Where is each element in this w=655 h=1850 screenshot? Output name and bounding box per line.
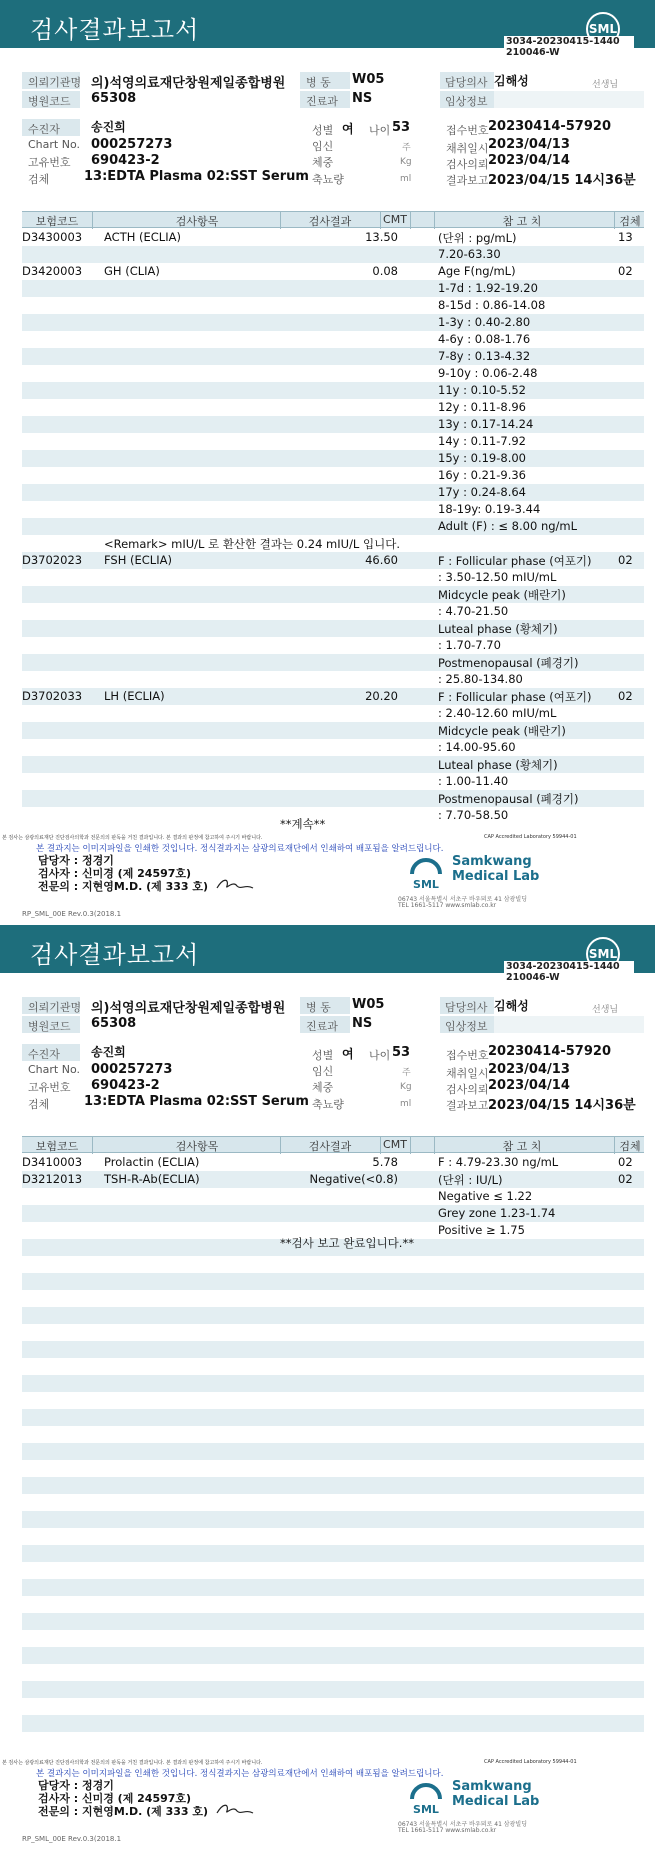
row-result: 0.08 (372, 264, 398, 278)
lab-name-2: Medical Lab (452, 869, 540, 884)
lab-address: 06743 서울특별시 서초구 바우뫼로 41 삼광빌딩 (398, 896, 527, 903)
staff2-label: 검사자 : (38, 867, 79, 880)
table-row (22, 1630, 644, 1647)
sex-label: 성별 (312, 124, 334, 137)
preg-unit: 주 (402, 1068, 411, 1078)
id-value: 690423-2 (91, 153, 160, 168)
table-row (22, 1290, 644, 1307)
table-row (22, 1426, 644, 1443)
dept-label: 진료과 (306, 1020, 338, 1033)
urine-label: 축뇨량 (312, 173, 344, 186)
table-row (22, 484, 644, 501)
table-row (22, 1596, 644, 1613)
results-table-header (22, 1136, 644, 1153)
table-row (22, 1613, 644, 1630)
age-label: 나이 (369, 124, 391, 137)
svg-text:SML: SML (413, 878, 439, 891)
report-date-value: 2023/04/15 14시36분 (488, 1098, 636, 1113)
table-row (22, 1545, 644, 1562)
report-title: 검사결과보고서 (30, 16, 200, 44)
chart-label: Chart No. (28, 138, 80, 151)
doctor-suffix: 선생님 (592, 80, 619, 90)
row-code: D3702023 (22, 553, 83, 567)
col-code: 보험코드 (35, 1140, 79, 1153)
report-date-label: 결과보고 (446, 1099, 489, 1112)
table-row (22, 365, 644, 382)
row-ref: Postmenopausal (폐경기) (438, 792, 579, 806)
specimen-label: 검체 (28, 1098, 50, 1111)
specimen-value: 13:EDTA Plasma 02:SST Serum (84, 1094, 309, 1109)
row-code: D3702033 (22, 689, 83, 703)
row-specimen: 02 (618, 264, 633, 278)
table-row (22, 1698, 644, 1715)
collect-label: 채취일시 (446, 1067, 489, 1080)
test-label: 검사의뢰 (446, 1083, 489, 1096)
row-item: TSH-R-Ab(ECLIA) (104, 1172, 200, 1186)
row-ref: 16y : 0.21-9.36 (438, 468, 526, 482)
row-ref: 13y : 0.17-14.24 (438, 417, 534, 431)
row-ref: Luteal phase (황체기) (438, 758, 558, 772)
chart-label: Chart No. (28, 1063, 80, 1076)
table-row (22, 1443, 644, 1460)
collect-label: 채취일시 (446, 142, 489, 155)
report-date-value: 2023/04/15 14시36분 (488, 173, 636, 188)
table-row (22, 1273, 644, 1290)
row-ref: : 2.40-12.60 mIU/mL (438, 706, 557, 720)
table-row (22, 246, 644, 263)
table-row (22, 297, 644, 314)
table-row (22, 1188, 644, 1205)
samkwang-logo-icon (406, 854, 446, 894)
column-divider (614, 1136, 615, 1154)
row-ref: F : 4.79-23.30 ng/mL (438, 1155, 559, 1169)
row-item: Prolactin (ECLIA) (104, 1155, 200, 1169)
notice-text: 본 결과지는 이미지파일을 인쇄한 것입니다. 정식결과지는 삼광의료재단에서 인쇄하여 배포됨을 알려드립니다. (36, 844, 444, 854)
table-row (22, 1460, 644, 1477)
col-specimen: 검체 (619, 215, 641, 228)
institution-label: 의뢰기관명 (28, 1001, 82, 1014)
row-item: LH (ECLIA) (104, 689, 165, 703)
row-ref: F : Follicular phase (여포기) (438, 554, 592, 568)
patient-name-label: 수진자 (28, 123, 60, 136)
table-row (22, 1562, 644, 1579)
sex-value: 여 (342, 122, 354, 136)
ward-label: 병 동 (306, 1001, 331, 1014)
specimen-label: 검체 (28, 173, 50, 186)
report-title: 검사결과보고서 (30, 941, 200, 969)
dept-value: NS (352, 91, 373, 106)
column-divider (380, 211, 381, 229)
column-divider (614, 211, 615, 229)
table-row (22, 416, 644, 433)
row-ref: Luteal phase (황체기) (438, 622, 558, 636)
row-remark: <Remark> mIU/L 로 환산한 결과는 0.24 mIU/L 입니다. (104, 537, 400, 551)
fine-print: 본 검사는 삼광의료재단 진단검사의학과 전문의의 판독을 거친 결과입니다. 본 결과의 판정에 참고하여 주시기 바랍니다. (2, 1760, 263, 1766)
column-divider (92, 1136, 93, 1154)
collect-value: 2023/04/13 (488, 1062, 570, 1077)
table-row (22, 603, 644, 620)
doctor-label: 담당의사 (445, 76, 488, 89)
col-result: 검사결과 (308, 215, 352, 228)
column-divider (410, 1136, 411, 1154)
row-item: ACTH (ECLIA) (104, 230, 181, 244)
receipt-value: 20230414-57920 (488, 1044, 611, 1059)
row-ref: (단위 : pg/mL) (438, 231, 517, 245)
table-row (22, 773, 644, 790)
row-specimen: 02 (618, 1172, 633, 1186)
table-row (22, 1409, 644, 1426)
age-value: 53 (392, 120, 411, 135)
row-ref: : 7.70-58.50 (438, 808, 509, 822)
row-ref: Age F(ng/mL) (438, 264, 516, 278)
column-divider (434, 211, 435, 229)
receipt-label: 접수번호 (446, 124, 489, 137)
col-cmt: CMT (383, 1138, 407, 1151)
sml-logo-icon: SML (586, 937, 620, 971)
table-row (22, 1579, 644, 1596)
table-row (22, 1392, 644, 1409)
row-ref: : 25.80-134.80 (438, 672, 523, 686)
row-ref: Grey zone 1.23-1.74 (438, 1206, 556, 1220)
doctor-value: 김해성 (494, 999, 529, 1013)
hospital-code-label: 병원코드 (28, 95, 71, 108)
lab-address: 06743 서울특별시 서초구 바우뫼로 41 삼광빌딩 (398, 1821, 527, 1828)
row-ref: Midcycle peak (배란기) (438, 588, 566, 602)
row-code: D3212013 (22, 1172, 83, 1186)
staff1-value: 정경기 (81, 1779, 114, 1792)
table-row (22, 1477, 644, 1494)
doctor-value: 김해성 (494, 74, 529, 88)
request-number: 3034-20230415-1440 210046-W (504, 961, 634, 983)
hospital-code-value: 65308 (91, 1016, 137, 1031)
staff2-value: 신미경 (제 24597호) (81, 1792, 192, 1805)
row-ref: (단위 : IU/L) (438, 1173, 503, 1187)
row-ref: 4-6y : 0.08-1.76 (438, 332, 531, 346)
lab-name-1: Samkwang (452, 1779, 532, 1794)
column-divider (410, 211, 411, 229)
institution-value: 의)석영의료재단창원제일종합병원 (91, 1001, 286, 1016)
table-row (22, 1681, 644, 1698)
ward-label: 병 동 (306, 76, 331, 89)
table-row (22, 280, 644, 297)
row-result: 13.50 (365, 230, 398, 244)
lab-name-1: Samkwang (452, 854, 532, 869)
staff3-label: 전문의 : (38, 1805, 79, 1818)
column-divider (434, 1136, 435, 1154)
row-ref: : 1.00-11.40 (438, 774, 509, 788)
signature-icon (215, 1801, 255, 1817)
sml-logo-icon: SML (586, 12, 620, 46)
table-row (22, 382, 644, 399)
column-divider (280, 211, 281, 229)
row-ref: : 3.50-12.50 mIU/mL (438, 570, 557, 584)
doctor-suffix: 선생님 (592, 1005, 619, 1015)
lab-name-2: Medical Lab (452, 1794, 540, 1809)
row-result: 20.20 (365, 689, 398, 703)
row-item: FSH (ECLIA) (104, 553, 172, 567)
table-row (22, 1732, 644, 1749)
sex-value: 여 (342, 1047, 354, 1061)
test-value: 2023/04/14 (488, 153, 570, 168)
ward-value: W05 (352, 997, 385, 1012)
table-row (22, 637, 644, 654)
table-row (22, 433, 644, 450)
doctor-label: 담당의사 (445, 1001, 488, 1014)
weight-label: 체중 (312, 1081, 334, 1094)
collect-value: 2023/04/13 (488, 137, 570, 152)
row-specimen: 02 (618, 689, 633, 703)
col-ref: 참 고 치 (502, 1140, 542, 1153)
test-label: 검사의뢰 (446, 158, 489, 171)
form-code: RP_SML_00E Rev.0.3(2018.1 (22, 1835, 122, 1843)
row-ref: 17y : 0.24-8.64 (438, 485, 526, 499)
id-label: 고유번호 (28, 156, 71, 169)
table-row (22, 1256, 644, 1273)
dept-value: NS (352, 1016, 373, 1031)
row-ref: 7.20-63.30 (438, 247, 501, 261)
table-row (22, 1358, 644, 1375)
patient-name-value: 송진희 (91, 120, 126, 134)
row-specimen: 13 (618, 230, 633, 244)
clinical-label: 임상정보 (445, 95, 488, 108)
row-specimen: 02 (618, 1155, 633, 1169)
fine-print: 본 검사는 삼광의료재단 진단검사의학과 전문의의 판독을 거친 결과입니다. 본 결과의 판정에 참고하여 주시기 바랍니다. (2, 835, 263, 841)
institution-label: 의뢰기관명 (28, 76, 82, 89)
table-row (22, 348, 644, 365)
preg-label: 임신 (312, 1065, 334, 1078)
weight-label: 체중 (312, 156, 334, 169)
table-row (22, 1511, 644, 1528)
patient-name-value: 송진희 (91, 1045, 126, 1059)
row-ref: Postmenopausal (폐경기) (438, 656, 579, 670)
row-ref: 7-8y : 0.13-4.32 (438, 349, 531, 363)
table-row (22, 1494, 644, 1511)
institution-value: 의)석영의료재단창원제일종합병원 (91, 76, 286, 91)
table-row (22, 807, 644, 824)
age-value: 53 (392, 1045, 411, 1060)
urine-label: 축뇨량 (312, 1098, 344, 1111)
notice-text: 본 결과지는 이미지파일을 인쇄한 것입니다. 정식결과지는 삼광의료재단에서 인쇄하여 배포됨을 알려드립니다. (36, 1769, 444, 1779)
receipt-value: 20230414-57920 (488, 119, 611, 134)
urine-unit: ml (400, 1099, 412, 1109)
hospital-code-label: 병원코드 (28, 1020, 71, 1033)
report-page-2 (0, 925, 655, 1850)
staff2-label: 검사자 : (38, 1792, 79, 1805)
row-ref: 12y : 0.11-8.96 (438, 400, 526, 414)
row-ref: 9-10y : 0.06-2.48 (438, 366, 538, 380)
row-ref: 15y : 0.19-8.00 (438, 451, 526, 465)
table-row (22, 1647, 644, 1664)
complete-marker: **검사 보고 완료입니다.** (280, 1236, 414, 1250)
request-number: 3034-20230415-1440 210046-W (504, 36, 634, 58)
report-date-label: 결과보고 (446, 174, 489, 187)
table-row (22, 501, 644, 518)
table-row (22, 739, 644, 756)
col-item: 검사항목 (175, 215, 219, 228)
table-row (22, 314, 644, 331)
id-label: 고유번호 (28, 1081, 71, 1094)
table-row (22, 1341, 644, 1358)
row-ref: Negative ≤ 1.22 (438, 1189, 533, 1203)
col-ref: 참 고 치 (502, 215, 542, 228)
row-ref: 8-15d : 0.86-14.08 (438, 298, 546, 312)
chart-value: 000257273 (91, 137, 173, 152)
row-ref: 11y : 0.10-5.52 (438, 383, 526, 397)
col-specimen: 검체 (619, 1140, 641, 1153)
col-item: 검사항목 (175, 1140, 219, 1153)
table-row (22, 1528, 644, 1545)
signature-icon (215, 876, 255, 892)
hospital-code-value: 65308 (91, 91, 137, 106)
dept-label: 진료과 (306, 95, 338, 108)
staff1-value: 정경기 (81, 854, 114, 867)
table-row (22, 467, 644, 484)
row-ref: Adult (F) : ≤ 8.00 ng/mL (438, 519, 578, 533)
row-result: 5.78 (372, 1155, 398, 1169)
staff3-value: 지현영M.D. (제 333 호) (81, 1805, 209, 1818)
col-code: 보험코드 (35, 215, 79, 228)
row-code: D3420003 (22, 264, 83, 278)
cap-note: CAP Accredited Laboratory 59944-01 (484, 1759, 577, 1765)
specimen-value: 13:EDTA Plasma 02:SST Serum (84, 169, 309, 184)
row-ref: : 4.70-21.50 (438, 604, 509, 618)
column-divider (380, 1136, 381, 1154)
cap-note: CAP Accredited Laboratory 59944-01 (484, 834, 577, 840)
sex-label: 성별 (312, 1049, 334, 1062)
age-label: 나이 (369, 1049, 391, 1062)
row-ref: F : Follicular phase (여포기) (438, 690, 592, 704)
column-divider (280, 1136, 281, 1154)
receipt-label: 접수번호 (446, 1049, 489, 1062)
table-row (22, 1375, 644, 1392)
row-ref: 14y : 0.11-7.92 (438, 434, 526, 448)
svg-text:SML: SML (413, 1803, 439, 1816)
table-row (22, 399, 644, 416)
preg-unit: 주 (402, 143, 411, 153)
staff3-label: 전문의 : (38, 880, 79, 893)
samkwang-logo-icon (406, 1779, 446, 1819)
row-ref: Midcycle peak (배란기) (438, 724, 566, 738)
row-ref: Positive ≥ 1.75 (438, 1223, 525, 1237)
row-result: Negative(<0.8) (309, 1172, 398, 1186)
preg-label: 임신 (312, 140, 334, 153)
table-row (22, 331, 644, 348)
row-ref: : 14.00-95.60 (438, 740, 516, 754)
row-ref: : 1.70-7.70 (438, 638, 501, 652)
row-ref: 1-7d : 1.92-19.20 (438, 281, 538, 295)
table-row (22, 1664, 644, 1681)
col-cmt: CMT (383, 213, 407, 226)
table-row (22, 450, 644, 467)
lab-phone: TEL 1661-5117 www.smlab.co.kr (398, 902, 497, 909)
results-table-header (22, 211, 644, 228)
row-specimen: 02 (618, 553, 633, 567)
continue-marker: **계속** (280, 817, 326, 831)
clinical-label: 임상정보 (445, 1020, 488, 1033)
urine-unit: ml (400, 174, 412, 184)
report-header (0, 925, 655, 983)
weight-unit: Kg (400, 1082, 412, 1092)
chart-value: 000257273 (91, 1062, 173, 1077)
ward-value: W05 (352, 72, 385, 87)
row-result: 46.60 (365, 553, 398, 567)
test-value: 2023/04/14 (488, 1078, 570, 1093)
table-row (22, 1307, 644, 1324)
row-ref: 1-3y : 0.40-2.80 (438, 315, 531, 329)
staff3-value: 지현영M.D. (제 333 호) (81, 880, 209, 893)
column-divider (92, 211, 93, 229)
staff2-value: 신미경 (제 24597호) (81, 867, 192, 880)
form-code: RP_SML_00E Rev.0.3(2018.1 (22, 910, 122, 918)
id-value: 690423-2 (91, 1078, 160, 1093)
staff1-label: 담당자 : (38, 1779, 79, 1792)
lab-phone: TEL 1661-5117 www.smlab.co.kr (398, 1827, 497, 1834)
row-item: GH (CLIA) (104, 264, 160, 278)
row-ref: 18-19y: 0.19-3.44 (438, 502, 541, 516)
table-row (22, 1715, 644, 1732)
table-row (22, 671, 644, 688)
table-row (22, 1324, 644, 1341)
report-header (0, 0, 655, 58)
row-code: D3430003 (22, 230, 83, 244)
row-code: D3410003 (22, 1155, 83, 1169)
col-result: 검사결과 (308, 1140, 352, 1153)
patient-name-label: 수진자 (28, 1048, 60, 1061)
weight-unit: Kg (400, 157, 412, 167)
staff1-label: 담당자 : (38, 854, 79, 867)
